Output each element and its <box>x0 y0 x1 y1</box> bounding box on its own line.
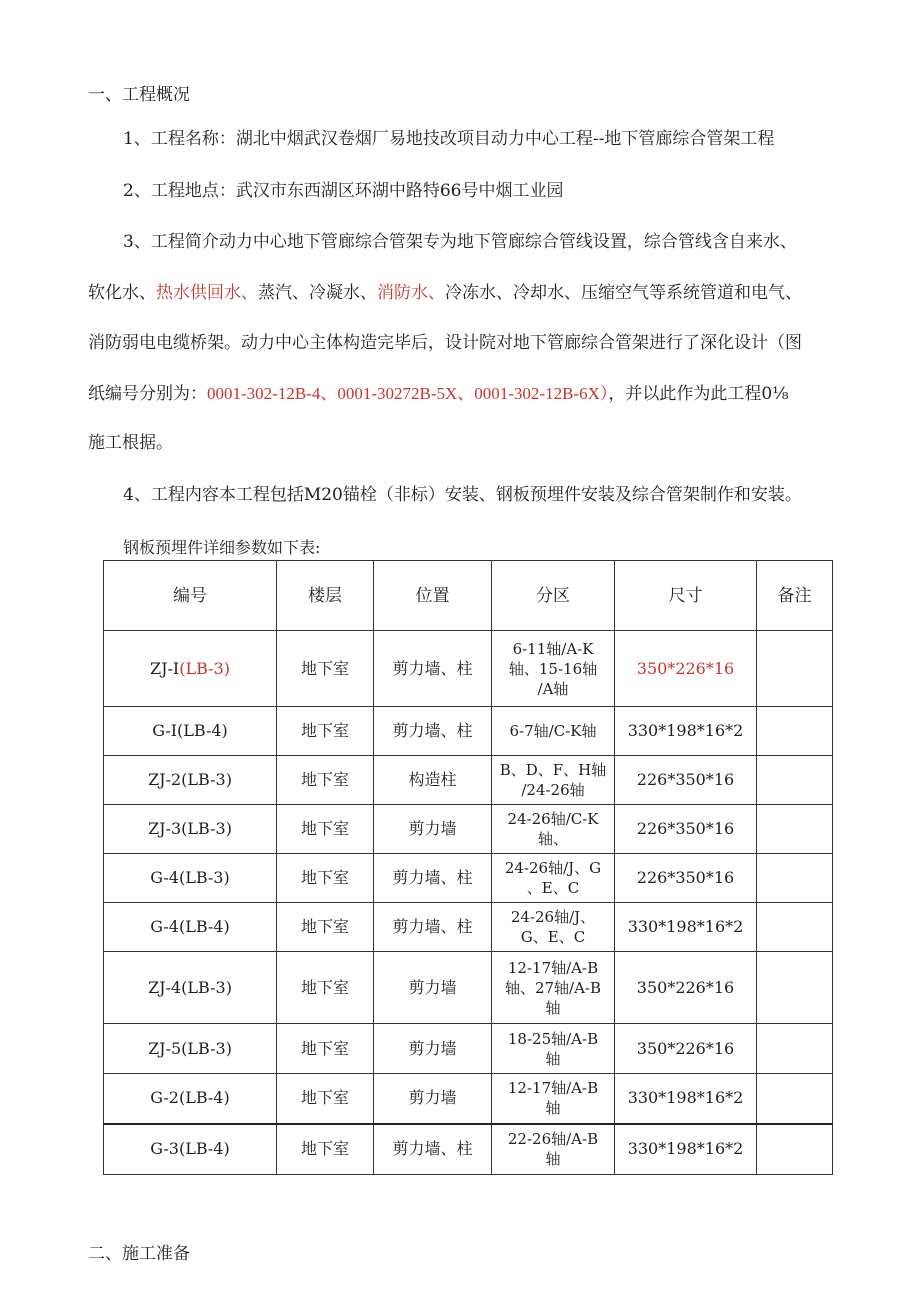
zone-line: 轴 <box>545 1049 561 1068</box>
embedded-plate-table <box>103 560 833 1175</box>
cell-zone <box>492 805 615 854</box>
project-intro-label: 3、工程简介 <box>123 232 219 252</box>
project-content-label: 4、工程内容 <box>123 485 219 505</box>
cell-id <box>104 631 277 707</box>
cell-size: 330*198*16*2 <box>615 1124 757 1175</box>
cell-zone <box>492 631 615 707</box>
cell-position: 剪力墙 <box>374 1074 492 1124</box>
project-intro-line-2 <box>88 282 802 304</box>
cell-position: 剪力墙、柱 <box>374 903 492 952</box>
table-row <box>104 805 833 854</box>
table-row <box>104 631 833 707</box>
cell-floor: 地下室 <box>277 903 374 952</box>
cell-size: 226*350*16 <box>615 756 757 805</box>
cell-zone <box>492 854 615 903</box>
cell-id-part: ZJ-I <box>149 658 180 678</box>
cell-size: 226*350*16 <box>615 805 757 854</box>
project-intro-line-3: 消防弱电电缆桥架。动力中心主体构造完毕后，设计院对地下管廊综合管架进行了深化设计（图 <box>88 333 802 353</box>
intro-text-4c: 0⅛ <box>761 384 789 404</box>
cell-size: 350*226*16 <box>615 1024 757 1074</box>
zone-line: 24-26轴/C-K <box>507 810 599 828</box>
table-caption: 钢板预埋件详细参数如下表: <box>123 538 321 557</box>
zone-line: G、E、C <box>520 928 586 946</box>
zone-line: B、D、F、H轴 <box>499 761 607 779</box>
project-site-value: 武汉市东西湖区环湖中路特66号中烟工业园 <box>235 181 564 201</box>
project-site-line <box>123 180 563 202</box>
zone-line: /A轴 <box>537 679 569 698</box>
cell-size: 350*226*16 <box>615 952 757 1024</box>
cell-floor: 地下室 <box>277 756 374 805</box>
cell-id-highlight: (LB-3) <box>179 658 230 678</box>
project-intro-line-5: 施工根据。 <box>88 433 173 453</box>
cell-size: 226*350*16 <box>615 854 757 903</box>
cell-id: G-4(LB-3) <box>104 854 277 903</box>
section1-heading: 一、工程概况 <box>88 85 190 105</box>
cell-position: 剪力墙 <box>374 952 492 1024</box>
project-intro-text-1: 动力中心地下管廊综合管架专为地下管廊综合管线设置，综合管线含自来水、 <box>218 232 797 252</box>
cell-floor: 地下室 <box>277 1074 374 1124</box>
table-row <box>104 903 833 952</box>
zone-line: 6-11轴/A-K <box>512 639 594 658</box>
project-content-line <box>123 484 802 506</box>
section2-heading: 二、施工准备 <box>88 1244 190 1264</box>
zone-line: 轴 <box>545 998 561 1017</box>
table-row <box>104 952 833 1024</box>
intro-text-2c: 冷冻水、冷却水、压缩空气等系统管道和电气、 <box>445 283 802 303</box>
cell-position: 剪力墙 <box>374 1024 492 1074</box>
project-content-value: 本工程包括M20锚栓（非标）安装、钢板预埋件安装及综合管架制作和安装。 <box>218 485 802 505</box>
cell-size: 330*198*16*2 <box>615 903 757 952</box>
cell-note <box>757 631 833 707</box>
intro-highlight-fire-water: 消防水、 <box>377 283 445 303</box>
cell-id: ZJ-2(LB-3) <box>104 756 277 805</box>
zone-line: 、E、C <box>526 879 580 897</box>
cell-floor: 地下室 <box>277 952 374 1024</box>
cell-floor: 地下室 <box>277 707 374 756</box>
cell-zone <box>492 756 615 805</box>
cell-note <box>757 903 833 952</box>
cell-note <box>757 1074 833 1124</box>
cell-zone <box>492 1124 615 1175</box>
cell-id: ZJ-4(LB-3) <box>104 952 277 1024</box>
project-name-label: 1、工程名称： <box>123 129 236 149</box>
cell-floor: 地下室 <box>277 805 374 854</box>
cell-floor: 地下室 <box>277 1024 374 1074</box>
cell-note <box>757 1024 833 1074</box>
header-position: 位置 <box>374 561 492 631</box>
intro-highlight-hot-water: 热水供回水、 <box>156 283 258 303</box>
project-intro-line-4 <box>88 383 789 405</box>
cell-position: 构造柱 <box>374 756 492 805</box>
project-site-label: 2、工程地点： <box>123 181 236 201</box>
cell-id: G-4(LB-4) <box>104 903 277 952</box>
table-row <box>104 1124 833 1175</box>
zone-line: 18-25轴/A-B <box>507 1029 599 1048</box>
zone-line: 12-17轴/A-B <box>507 1079 599 1098</box>
cell-zone <box>492 952 615 1024</box>
table-header-row <box>104 561 833 631</box>
cell-id: G-3(LB-4) <box>104 1124 277 1175</box>
cell-zone <box>492 903 615 952</box>
cell-id: G-I(LB-4) <box>104 707 277 756</box>
table-row <box>104 854 833 903</box>
cell-position: 剪力墙、柱 <box>374 631 492 707</box>
cell-position: 剪力墙、柱 <box>374 707 492 756</box>
intro-drawing-numbers: 0001-302-12B-4、0001-30272B-5X、0001-302-12B-6X） <box>207 384 609 403</box>
cell-floor: 地下室 <box>277 854 374 903</box>
cell-floor: 地下室 <box>277 1124 374 1175</box>
intro-text-4b: ，并以此作为此工程 <box>608 384 762 404</box>
zone-line: 轴、15-16轴 <box>508 659 598 678</box>
table-row <box>104 707 833 756</box>
zone-line: 轴、 <box>537 830 568 848</box>
zone-line: 22-26轴/A-B <box>507 1130 599 1149</box>
cell-size: 330*198*16*2 <box>615 707 757 756</box>
intro-text-2b: 蒸汽、冷凝水、 <box>258 283 377 303</box>
table-row <box>104 1074 833 1124</box>
cell-size: 330*198*16*2 <box>615 1074 757 1124</box>
cell-size: 350*226*16 <box>615 631 757 707</box>
intro-text-4a: 纸编号分别为： <box>88 384 207 404</box>
cell-floor: 地下室 <box>277 631 374 707</box>
cell-zone <box>492 1024 615 1074</box>
cell-id: G-2(LB-4) <box>104 1074 277 1124</box>
table-row <box>104 756 833 805</box>
cell-note <box>757 952 833 1024</box>
cell-note <box>757 1124 833 1175</box>
header-zone: 分区 <box>492 561 615 631</box>
cell-note <box>757 805 833 854</box>
intro-text-2a: 软化水、 <box>88 283 156 303</box>
cell-zone <box>492 1074 615 1124</box>
cell-note <box>757 756 833 805</box>
cell-zone <box>492 707 615 756</box>
cell-id: ZJ-5(LB-3) <box>104 1024 277 1074</box>
project-name-value: 湖北中烟武汉卷烟厂易地技改项目动力中心工程--地下管廊综合管架工程 <box>235 129 775 149</box>
zone-line: 6-7轴/C-K轴 <box>509 722 597 740</box>
cell-note <box>757 854 833 903</box>
cell-position: 剪力墙、柱 <box>374 1124 492 1175</box>
zone-line: 轴 <box>545 1099 561 1118</box>
zone-line: /24-26轴 <box>521 781 585 799</box>
zone-line: 24-26轴/J、 <box>510 908 596 926</box>
table-row <box>104 1024 833 1074</box>
header-size: 尺寸 <box>615 561 757 631</box>
cell-position: 剪力墙、柱 <box>374 854 492 903</box>
cell-note <box>757 707 833 756</box>
zone-line: 轴、27轴/A-B <box>504 978 602 997</box>
cell-id: ZJ-3(LB-3) <box>104 805 277 854</box>
zone-line: 24-26轴/J、G <box>504 859 602 877</box>
header-id: 编号 <box>104 561 277 631</box>
header-note: 备注 <box>757 561 833 631</box>
cell-position: 剪力墙 <box>374 805 492 854</box>
zone-line: 12-17轴/A-B <box>507 958 599 977</box>
project-name-line <box>123 128 774 150</box>
project-intro-line-1 <box>123 231 797 253</box>
zone-line: 轴 <box>545 1150 561 1169</box>
header-floor: 楼层 <box>277 561 374 631</box>
